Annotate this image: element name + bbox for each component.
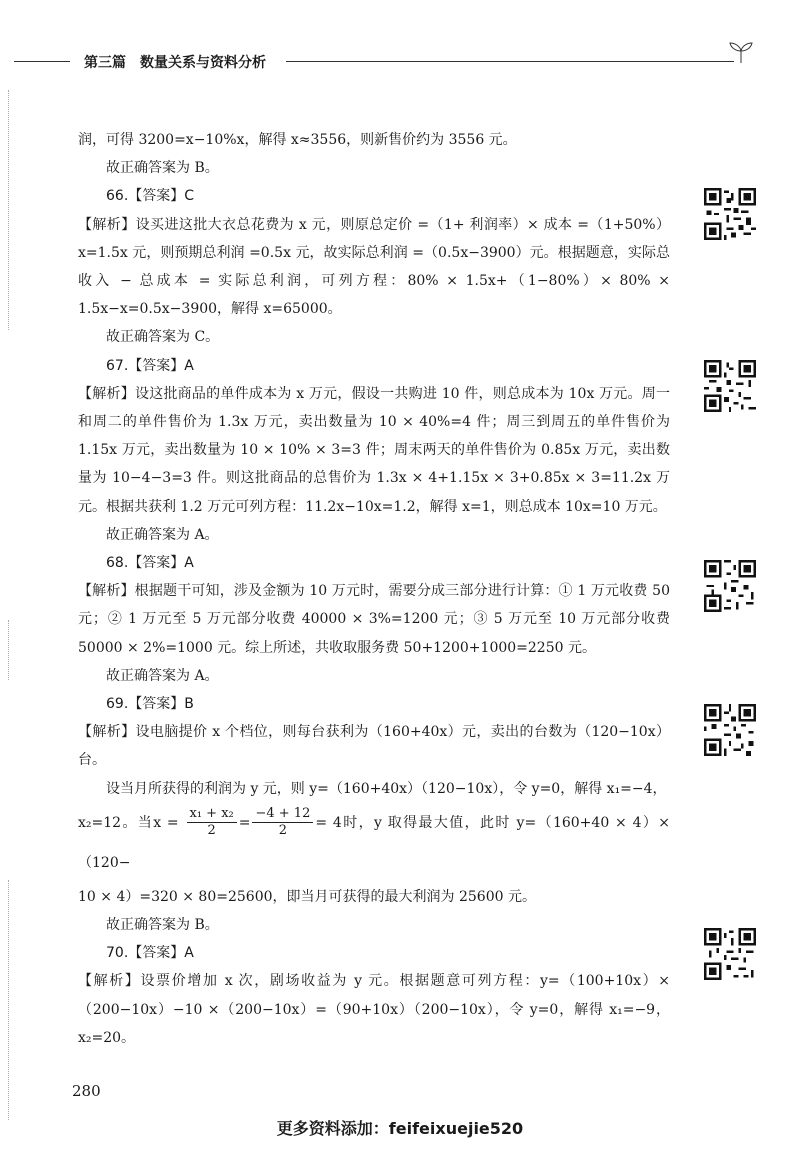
fraction-values: [252, 806, 313, 839]
qr-code-icon: [704, 704, 756, 756]
qr-code-icon: [704, 360, 756, 412]
qr-code-icon: [704, 188, 756, 240]
answer-70: 70.【答案】A: [106, 945, 194, 962]
fraction-numerator: x₁ + x₂: [187, 806, 237, 823]
fraction-sum-roots: [187, 806, 237, 839]
answer-66: 66.【答案】C: [106, 188, 195, 205]
analysis-69: 【解析】设电脑提价 x 个档位，则每台获利为（160+40x）元，卖出的台数为（120−10x）台。: [78, 724, 670, 769]
binding-mark-bottom: [8, 880, 9, 1120]
formula-line-2: 10 × 4）=320 × 80=25600，即当月可获得的最大利润为 25600 元。: [78, 888, 536, 905]
page-header: [0, 50, 760, 74]
formula-pre: x₂=12。当x =: [78, 814, 179, 831]
analysis-67: 【解析】设这批商品的单件成本为 x 万元，假设一共购进 10 件，则总成本为 10x 万元。周一和周二的单件售价为 1.3x 万元，卖出数量为 10 × 40%=4 件；周三到周五的单件售价为 1.15x 万元，卖出数量为 10 × 10% × 3=3 件；周末两天的单件售价为 0.85x 万元，卖出数量为 10−4−3=3 件。则这批商品的总售价为 1.3x × 4+1.15x × 3+0.85x × 3=11.2x 万元。根据共获利 1.2 万元可列方程：11.2x−10x=1.2，解得 x=1，则总成本 10x=10 万元。: [78, 385, 670, 515]
section-title: 数量关系与资料分析: [140, 55, 266, 71]
conclusion-69: 故正确答案为 B。: [106, 917, 219, 934]
formula-equals: =: [238, 814, 251, 831]
qr-code-icon: [704, 928, 756, 980]
qr-code-icon: [704, 560, 756, 612]
formula-line: [78, 803, 670, 883]
page-number: 280: [72, 1082, 101, 1100]
conclusion-66: 故正确答案为 C。: [106, 329, 220, 346]
conclusion-67: 故正确答案为 A。: [106, 526, 219, 543]
header-rule-left: [14, 61, 70, 62]
conclusion-68: 故正确答案为 A。: [106, 667, 219, 684]
answer-69: 69.【答案】B: [106, 696, 194, 713]
paragraph-continuation: 润，可得 3200=x−10%x，解得 x≈3556，则新售价约为 3556 元。: [78, 132, 517, 148]
fraction-numerator: −4 + 12: [252, 806, 313, 823]
header-rule-right: [286, 61, 734, 62]
binding-mark-top: [8, 90, 9, 330]
conclusion-65: 故正确答案为 B。: [106, 160, 219, 177]
analysis-69-step: 设当月所获得的利润为 y 元，则 y=（160+40x）（120−10x），令 y=0，解得 x₁=−4，: [106, 780, 667, 797]
answer-67: 67.【答案】A: [106, 357, 194, 374]
fraction-denominator: 2: [278, 823, 288, 839]
answer-explanations: [78, 126, 670, 1052]
section-label: 第三篇: [84, 55, 126, 71]
analysis-68: 【解析】根据题干可知，涉及金额为 10 万元时，需要分成三部分进行计算：① 1 万元收费 50 元；② 1 万元至 5 万元部分收费 40000 × 3%=1200 元；③ 5 万元至 10 万元部分收费 50000 × 2%=1000 元。综上所述，共收取服务费 50+1200+1000=2250 元。: [78, 583, 670, 656]
analysis-70: 【解析】设票价增加 x 次，剧场收益为 y 元。根据题意可列方程：y=（100+10x）×（200−10x）−10 ×（200−10x）=（90+10x）（200−10x），令 y=0，解得 x₁=−9，x₂=20。: [78, 973, 670, 1046]
answer-68: 68.【答案】A: [106, 555, 194, 572]
binding-mark-middle: [8, 620, 9, 680]
sprout-icon: [728, 42, 754, 64]
footer-note: 更多资料添加：feifeixuejie520: [276, 1119, 524, 1138]
header-text: [78, 52, 272, 72]
analysis-66: 【解析】设买进这批大衣总花费为 x 元，则原总定价 =（1+ 利润率）× 成本 =（1+50%）x=1.5x 元，则预期总利润 =0.5x 元，故实际总利润 =（0.5x−3900）元。根据题意，实际总收入 − 总成本 = 实际总利润，可列方程：80% × 1.5x+（1−80%）× 80% × 1.5x−x=0.5x−3900，解得 x=65000。: [78, 216, 670, 318]
fraction-denominator: 2: [207, 823, 216, 839]
formula-post: = 4时，y 取得最大值，此时 y=（160+40 × 4）×（120−: [78, 814, 671, 871]
